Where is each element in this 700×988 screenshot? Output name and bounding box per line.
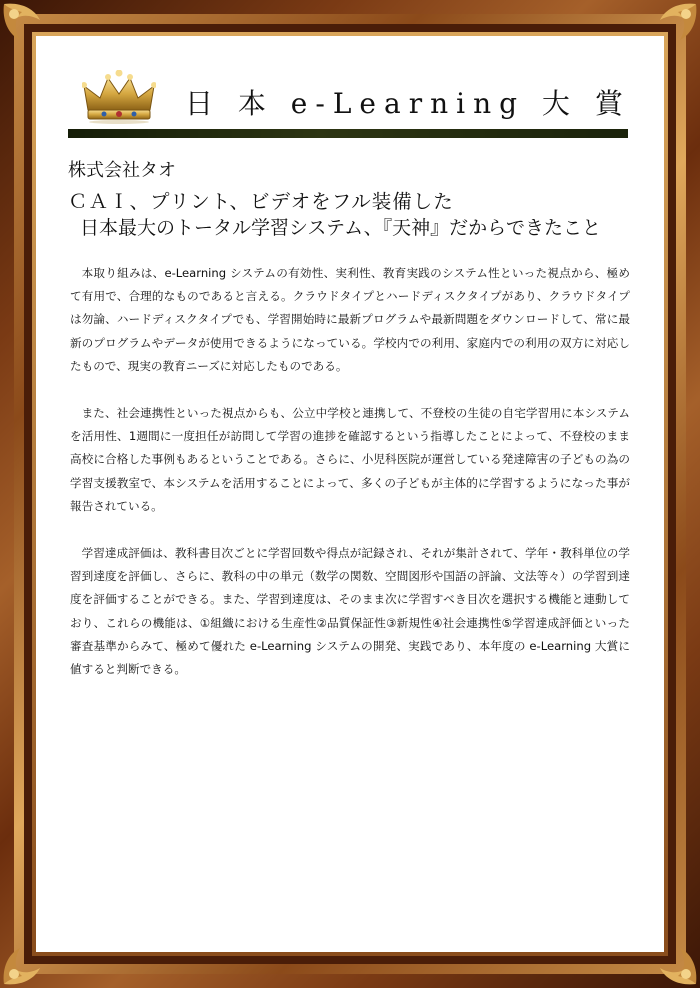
company-name: 株式会社タオ [68,160,176,181]
paragraph: また、社会連携性といった視点からも、公立中学校と連携して、不登校の生徒の自宅学習用に本システムを活用性、1週間に一度担任が訪問して学習の進捗を確認するという指導したことによって、不登校のまま高校に合格した事例もあるということである。さらに、小児科医院が運営している発達障害の子どもの為の学習支援教室で、本システムを活用することによって、多くの子どもが主体的に学習するようになった事が報告されている。 [70,406,630,513]
crown-icon [82,70,156,126]
award-title: 日 本 e-Learning 大 賞 [185,87,631,120]
evaluation-body [70,262,630,705]
paragraph: 本取り組みは、e-Learning システムの有効性、実利性、教育実践のシステム性といった視点から、極めて有用で、合理的なものであると言える。クラウドタイプとハードディスクタイプがあり、クラウドタイプは勿論、ハードディスクタイプでも、学習開始時に最新プログラムや最新問題をダウンロードして、常に最新のプログラムやデータが使用できるようになっている。学校内での利用、家庭内での利用の双方に対応したもので、現実の教育ニーズに対応したものである。 [70,266,630,373]
paragraph: 学習達成評価は、教科書目次ごとに学習回数や得点が記録され、それが集計されて、学年・教科単位の学習到達度を評価し、さらに、教科の中の単元（数学の関数、空間図形や国語の評論、文法等々）の学習到達度を評価することができる。また、学習到達度は、そのまま次に学習すべき目次を選択する機能と連動しており、これらの機能は、①組織における生産性②品質保証性③新規性④社会連携性⑤学習達成評価といった審査基準からみて、極めて優れた e-Learning システムの開発、実践であり、本年度の e-Learning 大賞に値すると判断できる。 [70,546,630,677]
headline [68,188,638,242]
headline-line-1: ＣＡＩ、プリント、ビデオをフル装備した [68,190,454,213]
title-divider-bar [68,129,628,138]
headline-line-2: 日本最大のトータル学習システム、『天神』だからできたこと [80,217,601,239]
